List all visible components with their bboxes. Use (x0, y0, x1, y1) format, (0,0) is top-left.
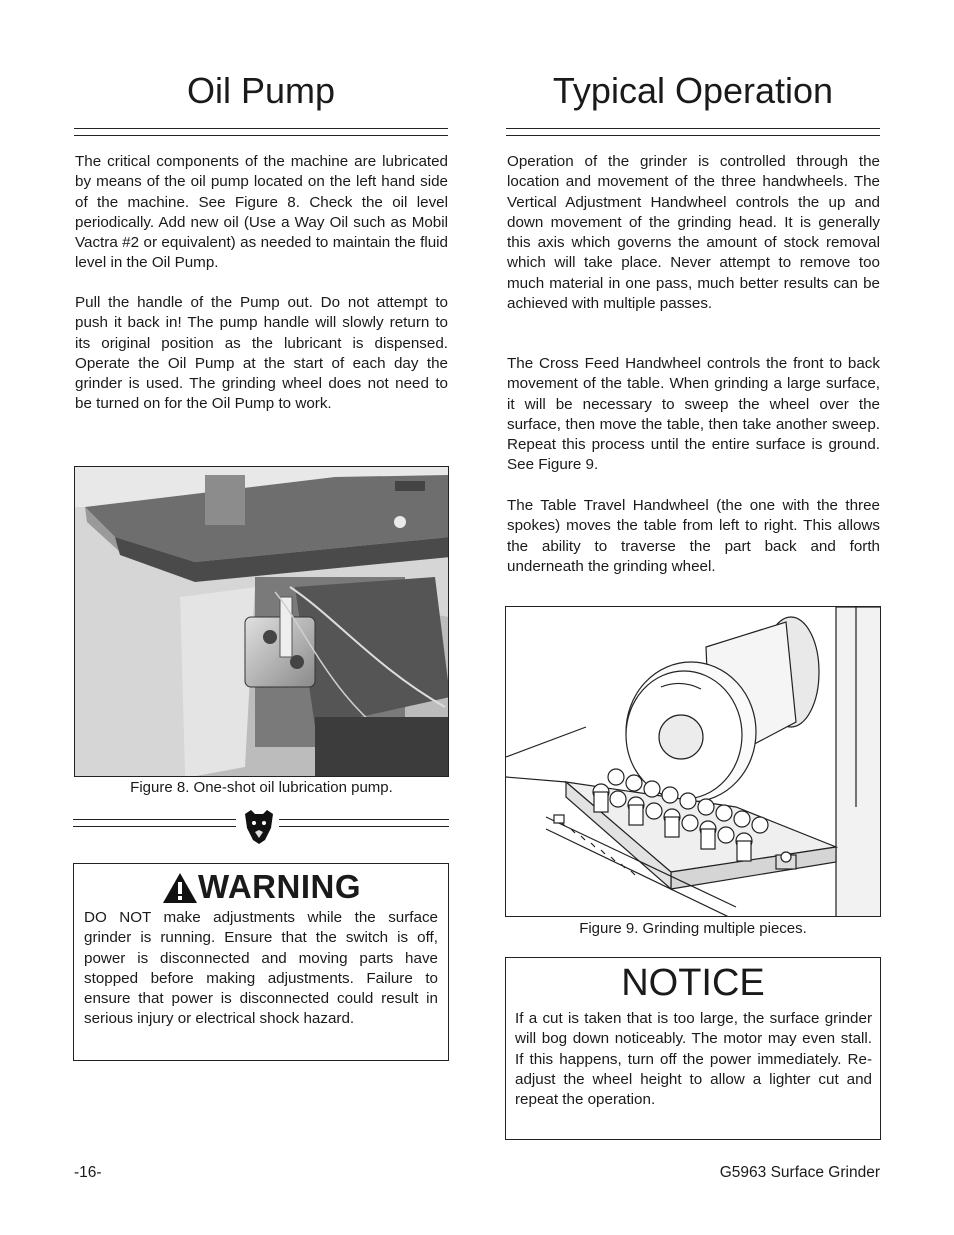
warning-box (73, 863, 449, 1061)
figure-8-caption: Figure 8. One-shot oil lubrication pump. (130, 779, 393, 796)
section-divider (73, 814, 449, 842)
oil-pump-paragraph-1: The critical components of the machine are lubricated by means of the oil pump located on the left hand side of the machine. See Figure 8. Check the oil level periodically. Add new oil (Use a Way Oil such as Mobil Vactra #2 or equivalent) as needed to maintain the fluid level in the Oil Pump. (75, 153, 448, 272)
page-number: -16- (74, 1164, 102, 1181)
notice-box (505, 957, 881, 1140)
operation-paragraph-1: Operation of the grinder is controlled through the location and movement of the three handwheels. The Vertical Adjustment Handwheel controls the up and down movement of the grinding head. It is generally this axis which governs the amount of stock removal which will take place. Never attempt to remove too much material in one pass, much better results can be achieved with multiple passes. (507, 153, 880, 313)
oil-pump-paragraph-2: Pull the handle of the Pump out. Do not attempt to push it back in! The pump handle will slowly return to its original position as the lubricant is dispensed. Operate the Oil Pump at the start of each day the grinder is used. The grinding wheel does not need to be turned on for the Oil Pump to work. (75, 294, 448, 413)
operation-paragraph-3: The Table Travel Handwheel (the one with the three spokes) moves the table from left to right. This allows the ability to traverse the part back and forth underneath the grinding wheel. (507, 497, 880, 575)
title-divider (506, 128, 880, 136)
notice-text: If a cut is taken that is too large, the surface grinder will bog down noticeably. The motor may even stall. If this happens, turn off the power immediately. Re-adjust the wheel height to allow a lighter cut and repeat the operation. (515, 1010, 872, 1109)
title-divider (74, 128, 448, 136)
section-title-typical-operation: Typical Operation (552, 70, 834, 111)
oil-pump-photo-illustration (75, 467, 449, 777)
section-title-oil-pump: Oil Pump (186, 70, 336, 111)
warning-text: DO NOT make adjustments while the surface grinder is running. Ensure that the switch is off, power is disconnected and moving parts have stopped before making adjustments. Failure to ensure that power is disconnected could result in serious injury or electrical shock hazard. (84, 909, 438, 1028)
grinding-pieces-illustration (506, 607, 881, 917)
bear-logo-icon (241, 808, 277, 846)
manual-title: G5963 Surface Grinder (719, 1164, 880, 1181)
warning-title: WARNING (198, 868, 361, 905)
warning-triangle-icon (162, 872, 198, 904)
figure-8-photo (74, 466, 449, 777)
figure-9-drawing (505, 606, 881, 917)
notice-title: NOTICE (621, 962, 765, 1004)
operation-paragraph-2: The Cross Feed Handwheel controls the front to back movement of the table. When grinding a large surface, it will be necessary to sweep the wheel over the surface, then move the table, then take another sweep. Repeat this process until the entire surface is ground. See Figure 9. (507, 355, 880, 474)
figure-9-caption: Figure 9. Grinding multiple pieces. (579, 920, 807, 937)
